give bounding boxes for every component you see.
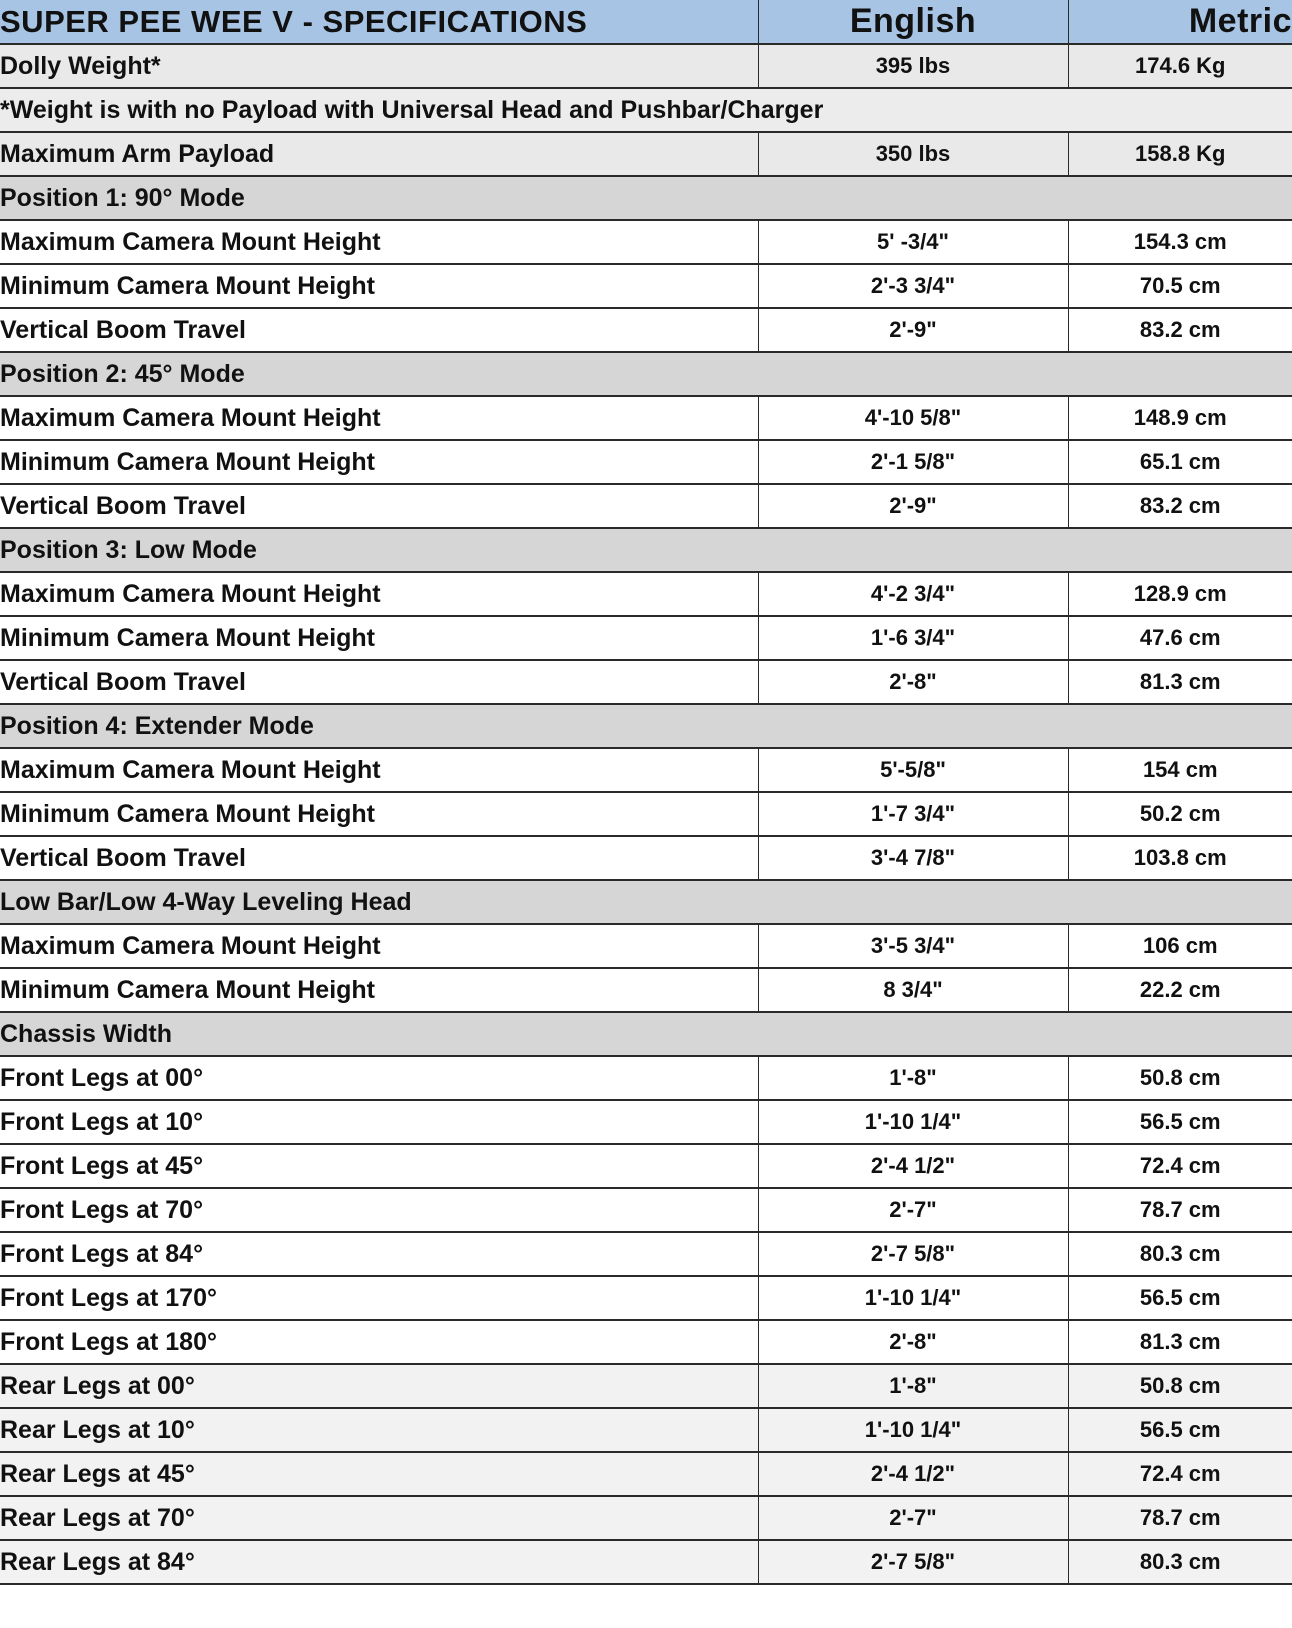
spec-row <box>0 1364 1292 1408</box>
section-title: Position 1: 90° Mode <box>0 176 1292 220</box>
metric-value: 103.8 cm <box>1068 836 1292 880</box>
english-column-header: English <box>758 0 1068 44</box>
english-value: 2'-1 5/8" <box>758 440 1068 484</box>
english-value: 4'-10 5/8" <box>758 396 1068 440</box>
spec-row <box>0 440 1292 484</box>
english-value: 2'-7" <box>758 1188 1068 1232</box>
footnote-row <box>0 88 1292 132</box>
english-value: 3'-4 7/8" <box>758 836 1068 880</box>
spec-row <box>0 660 1292 704</box>
english-value: 1'-10 1/4" <box>758 1408 1068 1452</box>
english-value: 1'-8" <box>758 1056 1068 1100</box>
spec-label: Maximum Camera Mount Height <box>0 220 758 264</box>
specifications-body <box>0 44 1292 1584</box>
spec-row <box>0 1056 1292 1100</box>
english-value: 2'-7 5/8" <box>758 1540 1068 1584</box>
spec-label: Minimum Camera Mount Height <box>0 440 758 484</box>
spec-row <box>0 968 1292 1012</box>
spec-label: Front Legs at 180° <box>0 1320 758 1364</box>
metric-value: 128.9 cm <box>1068 572 1292 616</box>
spec-label: Maximum Arm Payload <box>0 132 758 176</box>
spec-row <box>0 308 1292 352</box>
metric-value: 47.6 cm <box>1068 616 1292 660</box>
metric-value: 81.3 cm <box>1068 660 1292 704</box>
metric-value: 22.2 cm <box>1068 968 1292 1012</box>
english-value: 1'-10 1/4" <box>758 1276 1068 1320</box>
spec-row <box>0 220 1292 264</box>
spec-label: Front Legs at 00° <box>0 1056 758 1100</box>
section-title: Position 4: Extender Mode <box>0 704 1292 748</box>
spec-label: Front Legs at 170° <box>0 1276 758 1320</box>
spec-label: Maximum Camera Mount Height <box>0 924 758 968</box>
spec-label: Front Legs at 45° <box>0 1144 758 1188</box>
english-value: 2'-7" <box>758 1496 1068 1540</box>
spec-row <box>0 1540 1292 1584</box>
spec-row <box>0 132 1292 176</box>
metric-value: 148.9 cm <box>1068 396 1292 440</box>
english-value: 2'-9" <box>758 308 1068 352</box>
spec-label: Minimum Camera Mount Height <box>0 792 758 836</box>
english-value: 2'-9" <box>758 484 1068 528</box>
metric-value: 174.6 Kg <box>1068 44 1292 88</box>
metric-value: 78.7 cm <box>1068 1188 1292 1232</box>
spec-row <box>0 1100 1292 1144</box>
spec-row <box>0 1188 1292 1232</box>
spec-row <box>0 1232 1292 1276</box>
metric-value: 50.8 cm <box>1068 1056 1292 1100</box>
spec-label: Vertical Boom Travel <box>0 836 758 880</box>
spec-label: Maximum Camera Mount Height <box>0 572 758 616</box>
english-value: 2'-4 1/2" <box>758 1452 1068 1496</box>
metric-value: 81.3 cm <box>1068 1320 1292 1364</box>
section-header-row <box>0 704 1292 748</box>
section-title: Position 3: Low Mode <box>0 528 1292 572</box>
spec-label: Minimum Camera Mount Height <box>0 616 758 660</box>
english-value: 2'-4 1/2" <box>758 1144 1068 1188</box>
english-value: 2'-3 3/4" <box>758 264 1068 308</box>
english-value: 2'-8" <box>758 660 1068 704</box>
english-value: 1'-7 3/4" <box>758 792 1068 836</box>
metric-value: 65.1 cm <box>1068 440 1292 484</box>
metric-value: 50.2 cm <box>1068 792 1292 836</box>
spec-row <box>0 1496 1292 1540</box>
spec-label: Rear Legs at 45° <box>0 1452 758 1496</box>
section-header-row <box>0 880 1292 924</box>
spec-label: Minimum Camera Mount Height <box>0 264 758 308</box>
spec-label: Front Legs at 70° <box>0 1188 758 1232</box>
spec-row <box>0 1276 1292 1320</box>
english-value: 395 lbs <box>758 44 1068 88</box>
metric-value: 83.2 cm <box>1068 308 1292 352</box>
english-value: 3'-5 3/4" <box>758 924 1068 968</box>
section-title: Position 2: 45° Mode <box>0 352 1292 396</box>
spec-label: Minimum Camera Mount Height <box>0 968 758 1012</box>
table-header-row <box>0 0 1292 44</box>
spec-row <box>0 836 1292 880</box>
metric-column-header: Metric <box>1068 0 1292 44</box>
metric-value: 72.4 cm <box>1068 1144 1292 1188</box>
spec-label: Front Legs at 10° <box>0 1100 758 1144</box>
section-header-row <box>0 528 1292 572</box>
spec-label: Rear Legs at 84° <box>0 1540 758 1584</box>
metric-value: 56.5 cm <box>1068 1100 1292 1144</box>
english-value: 5' -3/4" <box>758 220 1068 264</box>
metric-value: 56.5 cm <box>1068 1408 1292 1452</box>
metric-value: 50.8 cm <box>1068 1364 1292 1408</box>
metric-value: 154 cm <box>1068 748 1292 792</box>
spec-label: Vertical Boom Travel <box>0 660 758 704</box>
spec-row <box>0 924 1292 968</box>
metric-value: 106 cm <box>1068 924 1292 968</box>
metric-value: 78.7 cm <box>1068 1496 1292 1540</box>
metric-value: 158.8 Kg <box>1068 132 1292 176</box>
spec-label: Maximum Camera Mount Height <box>0 748 758 792</box>
spec-label: Rear Legs at 70° <box>0 1496 758 1540</box>
metric-value: 72.4 cm <box>1068 1452 1292 1496</box>
spec-row <box>0 1452 1292 1496</box>
metric-value: 70.5 cm <box>1068 264 1292 308</box>
spec-label: Rear Legs at 10° <box>0 1408 758 1452</box>
section-header-row <box>0 1012 1292 1056</box>
english-value: 5'-5/8" <box>758 748 1068 792</box>
spec-row <box>0 748 1292 792</box>
spec-row <box>0 572 1292 616</box>
english-value: 1'-8" <box>758 1364 1068 1408</box>
spec-row <box>0 264 1292 308</box>
spec-row <box>0 1408 1292 1452</box>
metric-value: 83.2 cm <box>1068 484 1292 528</box>
spec-label: Dolly Weight* <box>0 44 758 88</box>
footnote-text: *Weight is with no Payload with Universal Head and Pushbar/Charger <box>0 88 1292 132</box>
english-value: 4'-2 3/4" <box>758 572 1068 616</box>
spec-label: Rear Legs at 00° <box>0 1364 758 1408</box>
metric-value: 154.3 cm <box>1068 220 1292 264</box>
spec-label: Front Legs at 84° <box>0 1232 758 1276</box>
spec-row <box>0 1320 1292 1364</box>
spec-row <box>0 792 1292 836</box>
metric-value: 80.3 cm <box>1068 1540 1292 1584</box>
spec-row <box>0 44 1292 88</box>
table-title: SUPER PEE WEE V - SPECIFICATIONS <box>0 0 758 44</box>
spec-label: Vertical Boom Travel <box>0 308 758 352</box>
english-value: 8 3/4" <box>758 968 1068 1012</box>
spec-label: Vertical Boom Travel <box>0 484 758 528</box>
spec-row <box>0 484 1292 528</box>
metric-value: 56.5 cm <box>1068 1276 1292 1320</box>
english-value: 1'-6 3/4" <box>758 616 1068 660</box>
section-title: Chassis Width <box>0 1012 1292 1056</box>
english-value: 1'-10 1/4" <box>758 1100 1068 1144</box>
english-value: 2'-8" <box>758 1320 1068 1364</box>
spec-row <box>0 616 1292 660</box>
metric-value: 80.3 cm <box>1068 1232 1292 1276</box>
section-header-row <box>0 176 1292 220</box>
english-value: 350 lbs <box>758 132 1068 176</box>
spec-label: Maximum Camera Mount Height <box>0 396 758 440</box>
english-value: 2'-7 5/8" <box>758 1232 1068 1276</box>
spec-row <box>0 396 1292 440</box>
section-title: Low Bar/Low 4-Way Leveling Head <box>0 880 1292 924</box>
section-header-row <box>0 352 1292 396</box>
spec-row <box>0 1144 1292 1188</box>
